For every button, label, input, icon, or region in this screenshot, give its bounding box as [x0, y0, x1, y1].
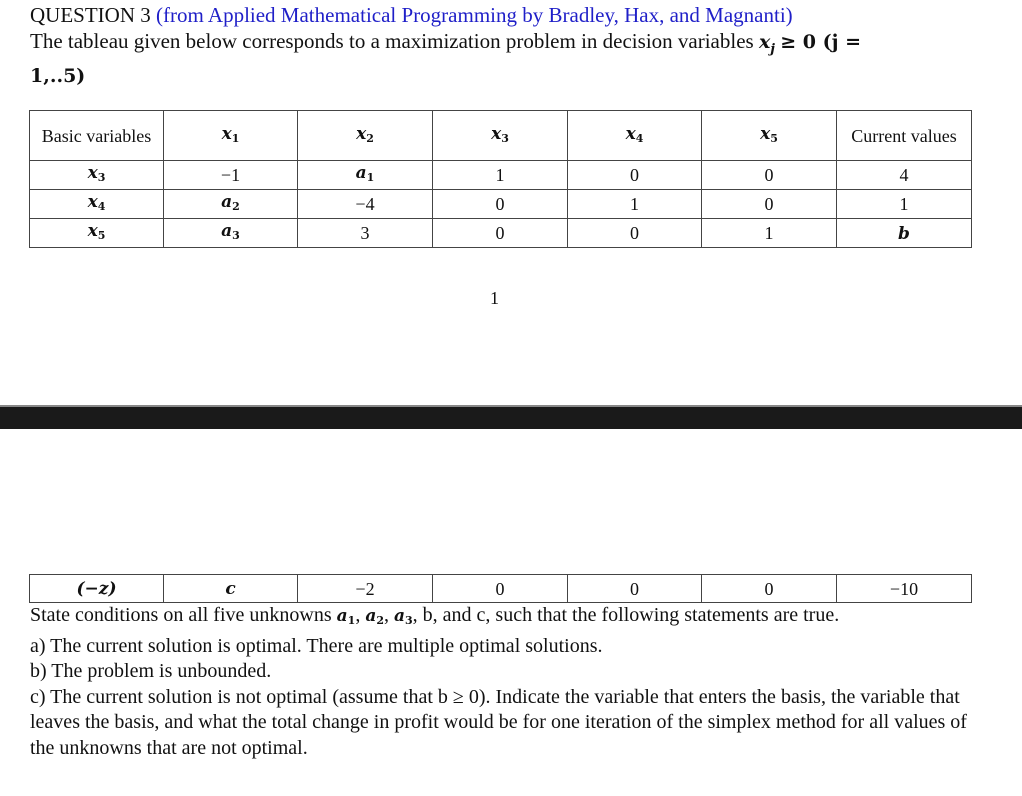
question-intro: The tableau given below corresponds to a maximization problem in decision variables $x_j \ge 0$ (j = [30, 29, 862, 57]
page-break-bar [0, 405, 1022, 429]
question-body [30, 603, 990, 761]
objective-row-table [29, 574, 972, 603]
tableau-cell: 0 [433, 190, 568, 219]
part-a: a) The current solution is optimal. There are multiple optimal solutions. [30, 634, 603, 657]
column-header-x3: $x_3$ [433, 111, 568, 161]
tableau-cell: −1 [164, 161, 298, 190]
column-header-x5: $x_5$ [702, 111, 837, 161]
current-value-cell: 4 [837, 161, 972, 190]
objective-cell: 0 [568, 575, 702, 603]
current-value-cell: b [837, 219, 972, 248]
nonnegativity-constraint: ≥ 0 (j = [780, 31, 862, 53]
column-header-x4: $x_4$ [568, 111, 702, 161]
conditions-statement: State conditions on all five unknowns $a_1$, $a_2$, $a_3$, b, and c, such that the following statements are true. [30, 604, 840, 627]
current-values-header: Current values [837, 111, 972, 161]
column-header-x2: $x_2$ [298, 111, 433, 161]
basic-variable-cell: $x_5$ [30, 219, 164, 248]
tableau-row [30, 161, 972, 190]
current-value-cell: 1 [837, 190, 972, 219]
unknown-symbol: $a_3$ [393, 606, 413, 627]
objective-cell: −2 [298, 575, 433, 603]
objective-cell: c [164, 575, 298, 603]
column-header-x1: $x_1$ [164, 111, 298, 161]
objective-cell: −10 [837, 575, 972, 603]
tableau-cell: 0 [702, 190, 837, 219]
basic-variable-cell: $x_3$ [30, 161, 164, 190]
unknown-symbol: $a_2$ [365, 606, 384, 627]
tableau-cell: 0 [568, 219, 702, 248]
tableau-cell: 1 [568, 190, 702, 219]
tableau-cell: $a_2$ [164, 190, 298, 219]
basic-variables-header: Basic variables [30, 111, 164, 161]
tableau-cell: −4 [298, 190, 433, 219]
tableau-cell: 3 [298, 219, 433, 248]
question-header [30, 2, 990, 89]
objective-row [30, 575, 972, 603]
tableau-cell: 1 [702, 219, 837, 248]
tableau-cell: $a_1$ [298, 161, 433, 190]
basic-variable-cell: $x_4$ [30, 190, 164, 219]
question-title-line [30, 2, 990, 28]
variable-range: 1,..5) [30, 64, 86, 87]
part-b: b) The problem is unbounded. [30, 660, 272, 682]
tableau-cell: $a_3$ [164, 219, 298, 248]
unknown-symbol: $a_1$ [336, 606, 356, 627]
tableau-cell: 1 [433, 161, 568, 190]
objective-cell: 0 [433, 575, 568, 603]
decision-variable: $x_j$ [758, 31, 775, 57]
objective-label: (−z) [30, 575, 164, 603]
tableau-cell: 0 [568, 161, 702, 190]
tableau-row [30, 219, 972, 248]
part-c: c) The current solution is not optimal (assume that b ≥ 0). Indicate the variable that enters the basis, the variable that leaves the basis, and what the total change in profit would be for one iteration of the simplex method for all values of the unknowns that are not optimal. [30, 685, 967, 759]
simplex-tableau [29, 110, 972, 248]
question-source: (from Applied Mathematical Programming by Bradley, Hax, and Magnanti) [156, 3, 793, 27]
tableau-row [30, 190, 972, 219]
tableau-cell: 0 [702, 161, 837, 190]
objective-cell: 0 [702, 575, 837, 603]
question-label: QUESTION 3 [30, 3, 151, 27]
page-number: 1 [490, 288, 499, 308]
tableau-cell: 0 [433, 219, 568, 248]
